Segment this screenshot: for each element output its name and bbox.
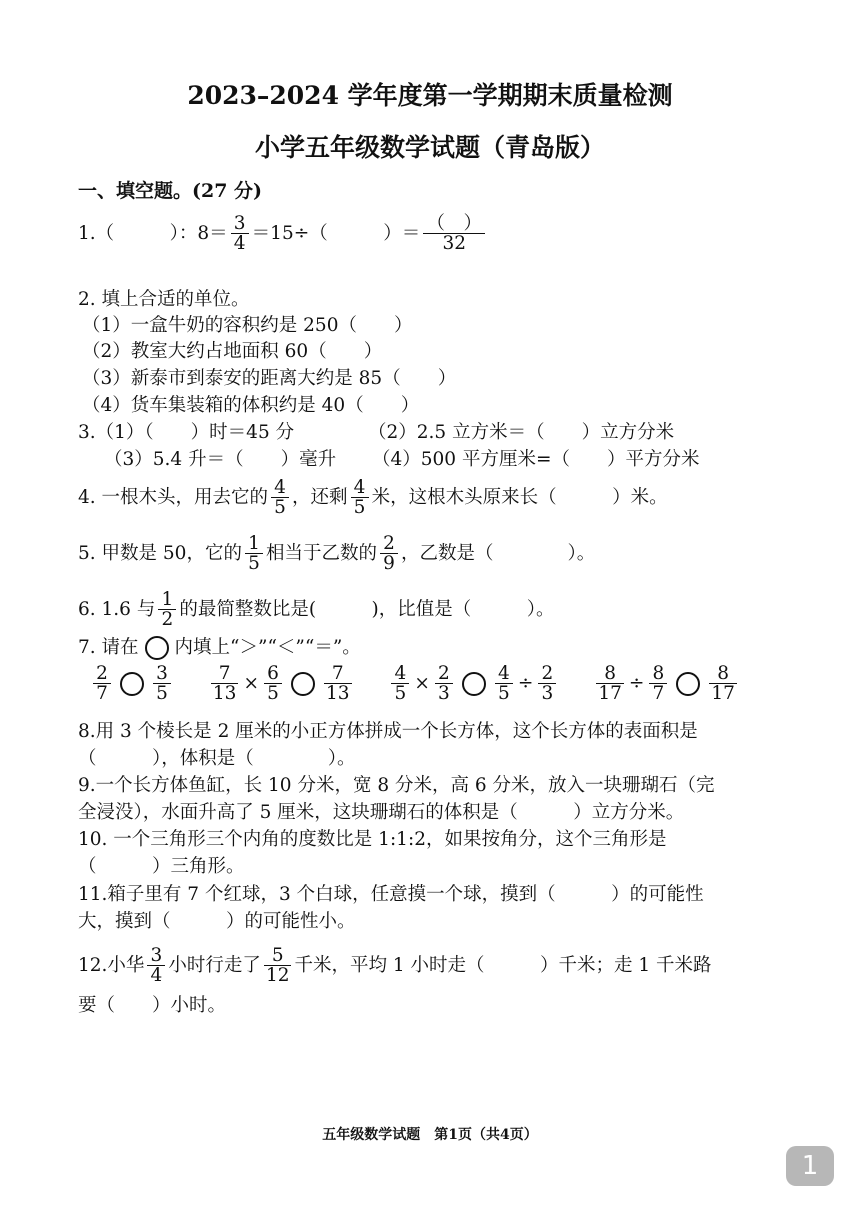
exam-subtitle: 小学五年级数学试题（青岛版） — [254, 133, 605, 162]
denominator: 5 — [264, 683, 282, 703]
denominator: 13 — [212, 683, 237, 705]
question-9-line2: 全浸没），水面升高了 5 厘米，这块珊瑚石的体积是（ ）立方分米。 — [78, 802, 685, 823]
numerator: 7 — [331, 663, 344, 684]
section-heading: 一、填空题。(27 分) — [78, 180, 263, 202]
denominator: 5 — [495, 683, 513, 703]
answer-circle[interactable] — [291, 672, 315, 696]
fraction — [435, 664, 453, 704]
denominator: 17 — [598, 683, 622, 705]
question-8-line2: （ ），体积是（ ）。 — [78, 748, 356, 769]
denominator: 5 — [153, 683, 171, 703]
page-footer: 五年级数学试题 第1页（共4页） — [322, 1127, 538, 1143]
fraction — [264, 664, 282, 704]
comparison-1 — [90, 664, 174, 704]
fraction — [423, 214, 485, 254]
comparison-4 — [593, 664, 740, 704]
question-2-item: （4）货车集装箱的体积约是 40（ ） — [82, 395, 420, 416]
denominator: 2 — [158, 609, 176, 629]
operator: ÷ — [517, 672, 534, 694]
circle-icon — [145, 636, 169, 660]
answer-circle[interactable] — [462, 672, 486, 696]
comparison-3 — [388, 664, 559, 704]
denominator: 5 — [391, 683, 409, 703]
question-9-line1: 9.一个长方体鱼缸，长 10 分米，宽 8 分米，高 6 分米，放入一块珊瑚石（完 — [78, 775, 715, 796]
fraction — [538, 664, 556, 704]
question-2-stem: 2. 填上合适的单位。 — [78, 289, 250, 310]
denominator: 4 — [147, 965, 165, 985]
denominator: 3 — [435, 683, 453, 703]
question-3-part2: （2）2.5 立方米＝（ ）立方分米 — [368, 422, 675, 443]
numerator: 8 — [604, 663, 616, 684]
denominator: 13 — [325, 683, 350, 705]
question-5: 5. 甲数是 50，它的 $\frac{1}{5}$ 相当于乙数的 $\frac{2}{9}$ ，乙数是（ ）。 — [78, 533, 596, 575]
question-2-item: （1）一盒牛奶的容积约是 250（ ） — [82, 315, 413, 336]
answer-circle[interactable] — [676, 672, 700, 696]
numerator: 7 — [218, 663, 231, 684]
fraction — [153, 664, 171, 704]
fraction — [211, 664, 239, 704]
numerator: （ ） — [426, 213, 482, 234]
question-3-part4: （4）500 平方厘米=（ ）平方分米 — [372, 449, 700, 470]
fraction — [351, 478, 369, 518]
answer-circle[interactable] — [120, 672, 144, 696]
denominator: 5 — [351, 497, 369, 517]
numerator: 2 — [383, 533, 395, 554]
numerator: 2 — [96, 663, 108, 684]
denominator: 5 — [271, 497, 289, 517]
numerator: 1 — [161, 589, 174, 610]
question-6: 6. 1.6 与 $\frac{1}{2}$ 的最简整数比是( )，比值是（ ）。 — [78, 589, 555, 631]
question-8-line1: 8.用 3 个棱长是 2 厘米的小正方体拼成一个长方体，这个长方体的表面积是 — [78, 721, 698, 742]
numerator: 4 — [274, 477, 286, 498]
question-2-item: （2）教室大约占地面积 60（ ） — [82, 341, 383, 362]
fraction — [391, 664, 409, 704]
page-number-badge[interactable]: 1 — [786, 1146, 834, 1186]
fraction — [271, 478, 289, 518]
question-1: 1.（ ）：8＝ $\frac{3}{4}$ ＝15÷（ ）＝ $\frac{( )}{32}$ — [78, 214, 488, 254]
fraction — [245, 534, 263, 574]
fraction — [649, 664, 667, 704]
denominator: 5 — [245, 553, 263, 573]
fraction — [709, 664, 737, 704]
fraction — [380, 534, 398, 574]
question-2-item: （3）新泰市到泰安的距离大约是 85（ ） — [82, 368, 457, 389]
fraction — [158, 590, 176, 630]
question-4: 4. 一根木头，用去它的 $\frac{4}{5}$ ，还剩 $\frac{4}{5}$ 米，这根木头原来长（ ）米。 — [78, 477, 668, 519]
denominator: 9 — [380, 553, 398, 573]
numerator: 3 — [233, 213, 246, 234]
question-3-part3: （3）5.4 升＝（ ）毫升 — [104, 449, 337, 470]
question-11-line2: 大，摸到（ ）的可能性小。 — [78, 911, 356, 932]
operator: × — [243, 672, 259, 694]
question-7-stem: 7. 请在 内填上“＞”“＜”“＝”。 — [78, 637, 361, 658]
denominator: 17 — [711, 683, 735, 705]
question-3-part1: 3.（1）（ ）时＝45 分 — [78, 422, 295, 443]
denominator: 7 — [93, 683, 111, 703]
numerator: 8 — [717, 663, 730, 684]
question-7-comparisons — [90, 664, 740, 704]
numerator: 4 — [394, 663, 407, 684]
fraction — [495, 664, 513, 704]
operator: × — [414, 672, 430, 694]
fraction — [93, 664, 111, 704]
exam-title: 2023–2024 学年度第一学期期末质量检测 — [187, 81, 673, 110]
comparison-2 — [208, 664, 355, 704]
question-12-line2: 要（ ）小时。 — [78, 995, 227, 1016]
denominator: 3 — [538, 683, 556, 703]
denominator: 12 — [265, 965, 290, 987]
denominator: 7 — [649, 683, 667, 703]
denominator: 4 — [231, 233, 249, 253]
fraction — [324, 664, 352, 704]
numerator: 2 — [541, 663, 554, 684]
numerator: 4 — [498, 663, 510, 684]
fraction — [596, 664, 624, 704]
fraction — [264, 946, 292, 986]
fraction — [147, 946, 165, 986]
numerator: 3 — [156, 663, 168, 684]
operator: ÷ — [628, 672, 645, 694]
numerator: 8 — [652, 663, 665, 684]
numerator: 5 — [271, 945, 284, 966]
numerator: 3 — [150, 945, 163, 966]
question-10-line1: 10. 一个三角形三个内角的度数比是 1:1:2，如果按角分，这个三角形是 — [78, 829, 667, 850]
question-10-line2: （ ）三角形。 — [78, 856, 245, 877]
fraction — [231, 214, 249, 254]
numerator: 1 — [248, 533, 260, 554]
numerator: 6 — [267, 663, 279, 684]
question-11-line1: 11.箱子里有 7 个红球，3 个白球，任意摸一个球，摸到（ ）的可能性 — [78, 884, 704, 905]
question-12-line1: 12.小华 $\frac{3}{4}$ 小时行走了 $\frac{5}{12}$ 千米，平均 1 小时走（ ）千米；走 1 千米路 — [78, 945, 712, 987]
numerator: 4 — [353, 477, 366, 498]
numerator: 2 — [438, 663, 450, 684]
denominator: 32 — [423, 233, 485, 253]
